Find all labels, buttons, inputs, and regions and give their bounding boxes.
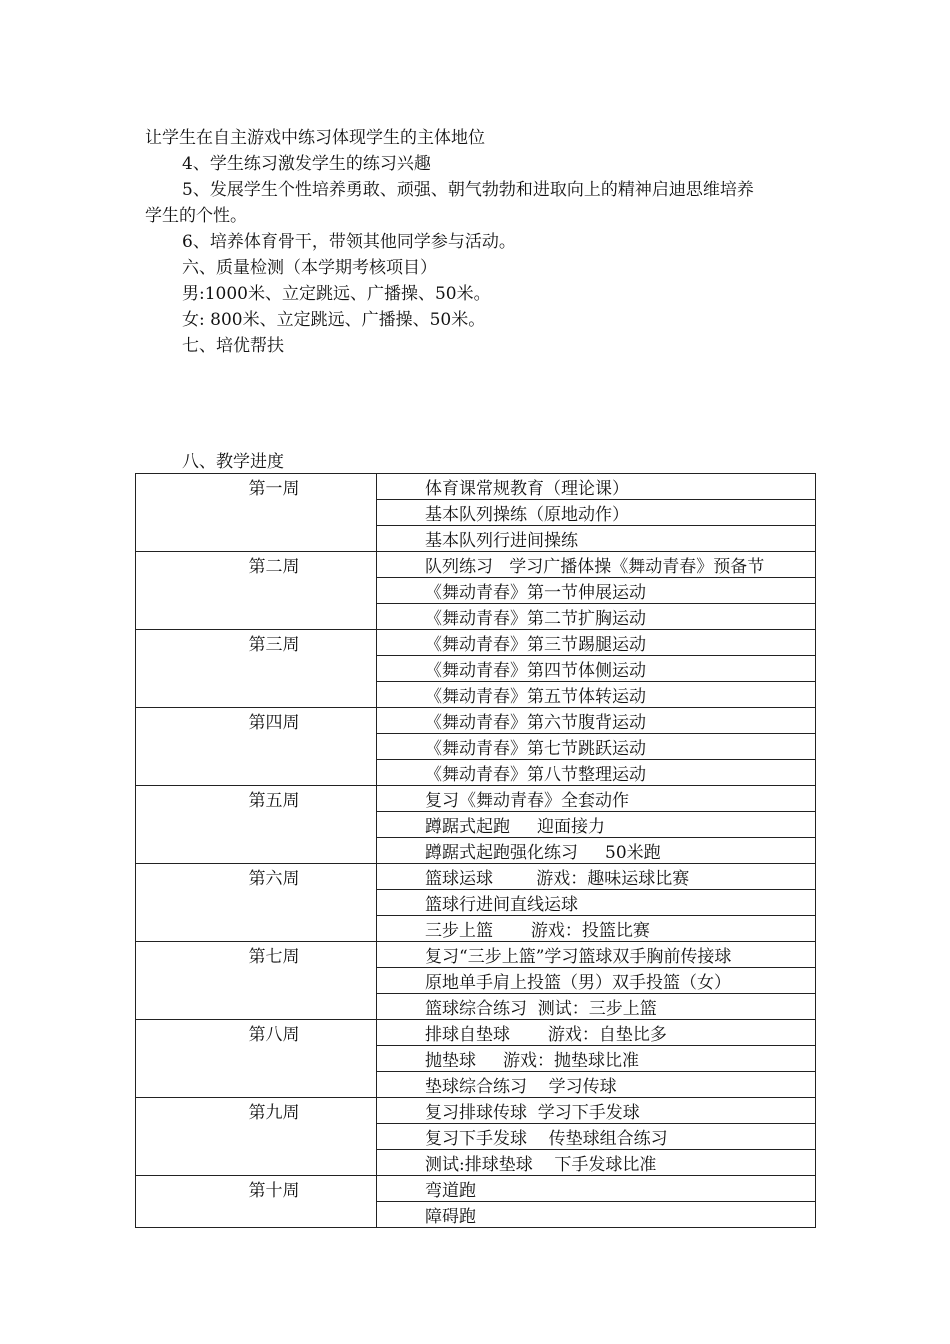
activity-cell: 基本队列操练（原地动作） [377, 500, 816, 526]
table-row [136, 708, 816, 734]
activity-cell: 《舞动青春》第七节跳跃运动 [377, 734, 816, 760]
activity-cell: 篮球行进间直线运球 [377, 890, 816, 916]
week-cell: 第十周 [136, 1176, 377, 1228]
activity-cell: 复习“三步上篮”学习篮球双手胸前传接球 [377, 942, 816, 968]
week-cell: 第八周 [136, 1020, 377, 1098]
activity-cell: 蹲踞式起跑强化练习 50米跑 [377, 838, 816, 864]
activity-cell: 篮球综合练习 测试：三步上篮 [377, 994, 816, 1020]
paragraph-line: 5、发展学生个性培养勇敢、顽强、朝气勃勃和进取向上的精神启迪思维培养 [182, 180, 754, 200]
week-cell: 第七周 [136, 942, 377, 1020]
paragraph-line: 学生的个性。 [145, 206, 247, 226]
activity-cell: 《舞动青春》第八节整理运动 [377, 760, 816, 786]
activity-cell: 三步上篮 游戏：投篮比赛 [377, 916, 816, 942]
activity-cell: 抛垫球 游戏：抛垫球比准 [377, 1046, 816, 1072]
table-row [136, 786, 816, 812]
table-row [136, 552, 816, 578]
week-cell: 第六周 [136, 864, 377, 942]
table-row [136, 1176, 816, 1202]
week-cell: 第一周 [136, 474, 377, 552]
section-heading: 六、质量检测（本学期考核项目） [182, 258, 437, 278]
table-row [136, 630, 816, 656]
paragraph-line: 4、学生练习激发学生的练习兴趣 [182, 154, 431, 174]
teaching-schedule-table [135, 473, 816, 1228]
activity-cell: 《舞动青春》第六节腹背运动 [377, 708, 816, 734]
schedule-heading: 八、教学进度 [182, 452, 284, 472]
week-cell: 第二周 [136, 552, 377, 630]
activity-cell: 队列练习 学习广播体操《舞动青春》预备节 [377, 552, 816, 578]
activity-cell: 弯道跑 [377, 1176, 816, 1202]
activity-cell: 原地单手肩上投篮（男）双手投篮（女） [377, 968, 816, 994]
table-row [136, 1020, 816, 1046]
week-cell: 第五周 [136, 786, 377, 864]
table-row [136, 942, 816, 968]
activity-cell: 复习《舞动青春》全套动作 [377, 786, 816, 812]
activity-cell: 障碍跑 [377, 1202, 816, 1228]
activity-cell: 《舞动青春》第五节体转运动 [377, 682, 816, 708]
activity-cell: 基本队列行进间操练 [377, 526, 816, 552]
table-row [136, 1098, 816, 1124]
activity-cell: 复习排球传球 学习下手发球 [377, 1098, 816, 1124]
table-row [136, 864, 816, 890]
activity-cell: 测试:排球垫球 下手发球比准 [377, 1150, 816, 1176]
week-cell: 第三周 [136, 630, 377, 708]
activity-cell: 体育课常规教育（理论课） [377, 474, 816, 500]
activity-cell: 篮球运球 游戏：趣味运球比赛 [377, 864, 816, 890]
activity-cell: 蹲踞式起跑 迎面接力 [377, 812, 816, 838]
activity-cell: 《舞动青春》第三节踢腿运动 [377, 630, 816, 656]
activity-cell: 《舞动青春》第四节体侧运动 [377, 656, 816, 682]
activity-cell: 排球自垫球 游戏：自垫比多 [377, 1020, 816, 1046]
activity-cell: 《舞动青春》第一节伸展运动 [377, 578, 816, 604]
activity-cell: 垫球综合练习 学习传球 [377, 1072, 816, 1098]
paragraph-line: 男:1000米、立定跳远、广播操、50米。 [182, 284, 491, 304]
section-heading: 七、培优帮扶 [182, 336, 284, 356]
activity-cell: 《舞动青春》第二节扩胸运动 [377, 604, 816, 630]
table-row [136, 474, 816, 500]
activity-cell: 复习下手发球 传垫球组合练习 [377, 1124, 816, 1150]
week-cell: 第九周 [136, 1098, 377, 1176]
paragraph-line: 让学生在自主游戏中练习体现学生的主体地位 [145, 128, 485, 148]
week-cell: 第四周 [136, 708, 377, 786]
paragraph-line: 6、培养体育骨干，带领其他同学参与活动。 [182, 232, 516, 252]
paragraph-line: 女: 800米、立定跳远、广播操、50米。 [182, 310, 486, 330]
